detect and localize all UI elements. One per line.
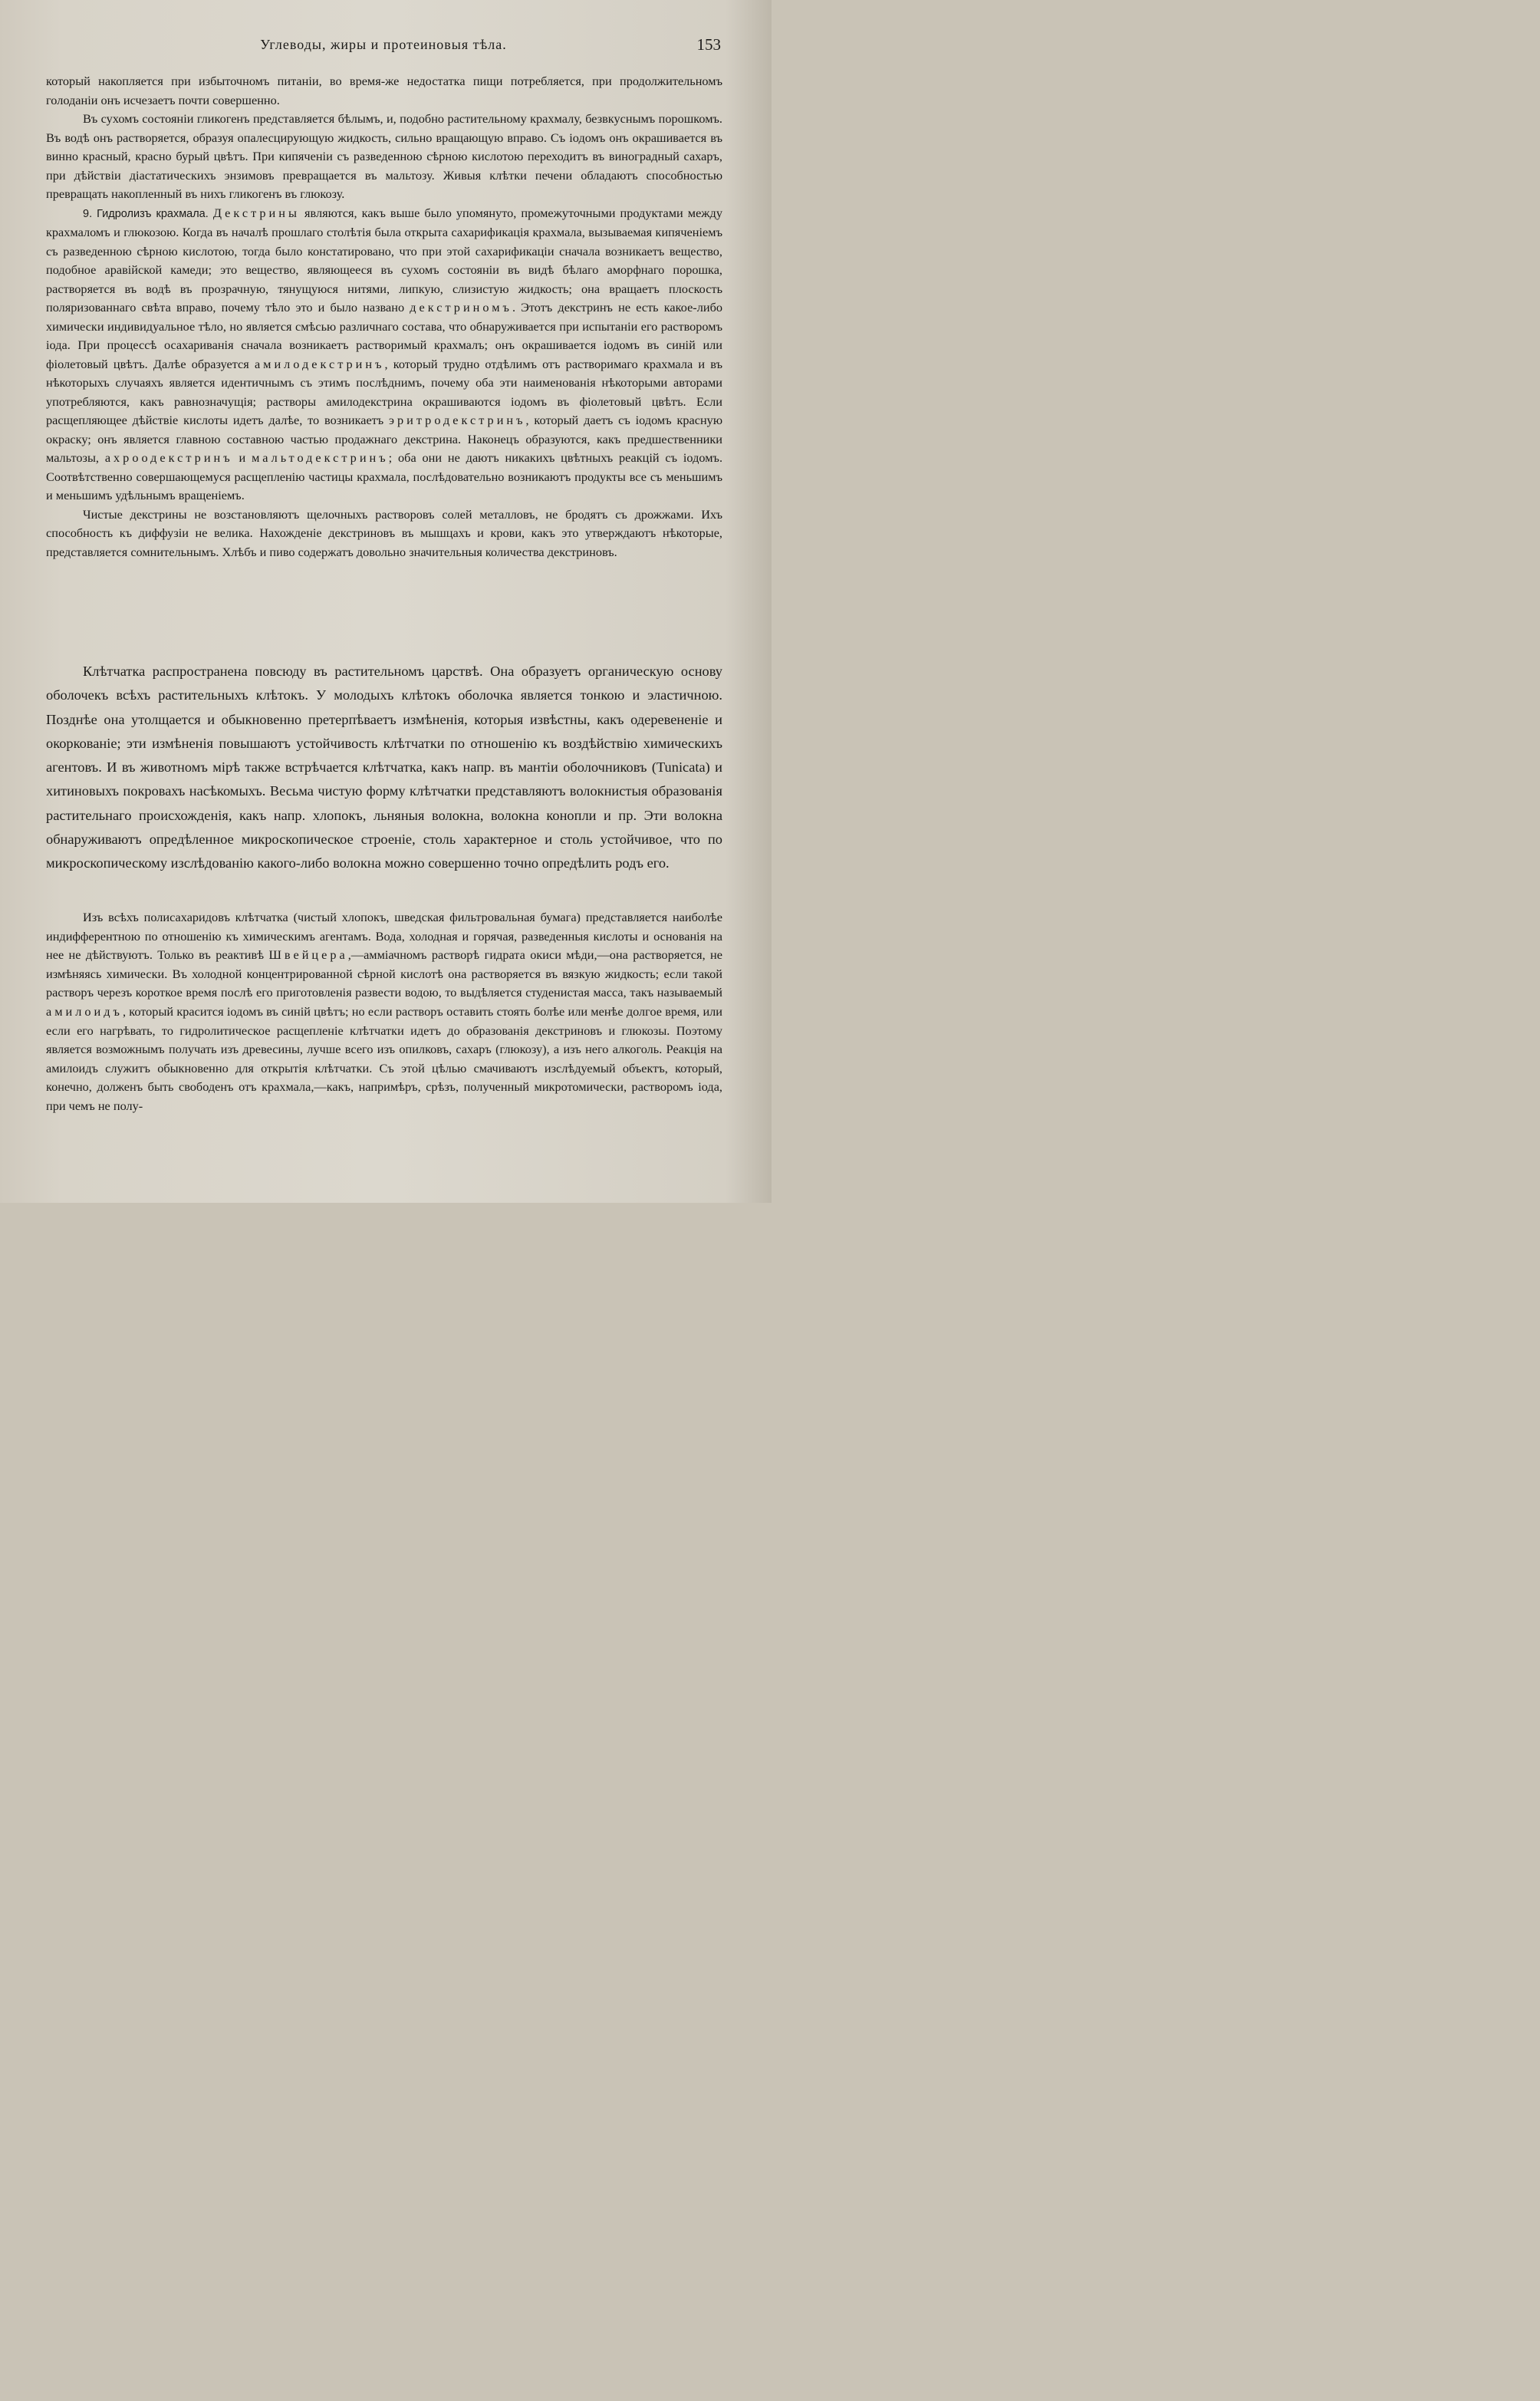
text-run: , который трудно отдѣлимъ отъ растворимаго крахмала и въ нѣкоторыхъ случаяхъ является идентичнымъ съ этимъ послѣднимъ, почему оба эти наименованія нѣкоторыми авторами употребляются, какъ равнозначущія; растворы амилодекстрина окрашиваются іодомъ въ фіолетовый цвѣтъ. Если расщепляющее дѣйствіе кислоты идетъ далѣе, то возникаетъ: [46, 356, 722, 427]
page-number: 153: [696, 35, 721, 54]
paragraph-cellulose: Клѣтчатка распространена повсюду въ растительномъ царствѣ. Она образуетъ органическую основу оболочекъ всѣхъ растительныхъ клѣтокъ. У молодыхъ клѣтокъ оболочка является тонкою и эластичною. Позднѣе она утолщается и обыкновенно претерпѣваетъ измѣненія, которыя извѣстны, какъ одеревененіе и окоркованіе; эти измѣненія повышаютъ устойчивость клѣтчатки по отношенію къ воздѣйствію химическихъ агентовъ. И въ животномъ мірѣ также встрѣчается клѣтчатка, какъ напр. въ мантіи оболочниковъ (Tunicata) и хитиновыхъ покровахъ насѣкомыхъ. Весьма чистую форму клѣтчатки представляютъ волокнистыя образованія растительнаго происхожденія, какъ напр. хлопокъ, льняныя волокна, волокна конопли и пр. Эти волокна обнаруживаютъ опредѣленное микроскопическое строеніе, столь характерное и столь устойчивое, что по микроскопическому изслѣдованію какого-либо волокна можно совершенно точно опредѣлить родъ его.: [46, 664, 722, 871]
upper-text-block: [46, 72, 722, 562]
term-amyloid: амилоидъ: [46, 1003, 123, 1019]
cellulose-text-block: [46, 660, 722, 876]
paragraph-starch-hydrolysis: [46, 204, 722, 506]
term-achroodextrin: ахроодекстринъ: [104, 450, 233, 465]
text-run: , который даетъ съ іодомъ красную окраску; онъ является главною составною частью продажнаго декстрина. Наконецъ образуются, какъ предшественники мальтозы,: [46, 413, 722, 465]
scanned-book-page: [0, 0, 772, 1203]
term-dextrins: Декстрины: [212, 205, 300, 220]
term-amylodextrin: амилодекстринъ: [254, 356, 385, 371]
term-dextrin: декстриномъ: [410, 300, 512, 315]
text-run: и: [232, 450, 252, 465]
text-run: . Этотъ декстринъ не есть какое-либо химически индивидуальное тѣло, но является смѣсью различнаго состава, что обнаруживается при испытаніи его растворомъ іода. При процессѣ осахариванія сначала возникаетъ растворимый крахмалъ; онъ окрашивается іодомъ въ синій или фіолетовый цвѣтъ. Далѣе образуется: [46, 300, 722, 371]
section-heading: 9. Гидролизъ крахмала.: [83, 207, 209, 220]
text-run: являются, какъ выше было упомянуто, промежуточными продуктами между крахмаломъ и глюкозою. Когда въ началѣ прошлаго столѣтія была открыта сахарификація крахмала, вызываемая кипяченіемъ съ разведенною сѣрною кислотою, тогда было констатировано, что при этой сахарификаціи сначала возникаетъ вещество, подобное аравійской камеди; это вещество, являющееся въ сухомъ состояніи въ видѣ бѣлаго аморфнаго порошка, растворяется въ водѣ въ прозрачную, тянущуюся нитями, липкую, слизистую жидкость; она вращаетъ плоскость поляризованнаго свѣта вправо, почему тѣло это и было названо: [46, 205, 722, 315]
text-run: ,—амміачномъ растворѣ гидрата окиси мѣди,—она растворяется, не измѣняясь химически. Въ холодной концентрированной сѣрной кислотѣ она растворяется въ вязкую жидкость; если такой растворъ черезъ короткое время послѣ его приготовленія развести водою, то выдѣляется студенистая масса, такъ называемый: [46, 947, 722, 1000]
paragraph-cellulose-chemistry: [46, 908, 722, 1116]
paragraph-glycogen-properties: Въ сухомъ состояніи гликогенъ представляется бѣлымъ, и, подобно растительному крахмалу, безвкуснымъ порошкомъ. Въ водѣ онъ растворяется, образуя опалесцирующую жидкость, сильно вращающую вправо. Съ іодомъ онъ окрашивается въ винно красный, красно бурый цвѣтъ. При кипяченіи съ разведенною сѣрною кислотою переходитъ въ виноградный сахаръ, при дѣйствіи діастатическихъ энзимовъ превращается въ мальтозу. Живыя клѣтки печени обладаютъ способностью превращать накопленный въ нихъ гликогенъ въ глюкозу.: [46, 111, 722, 201]
text-run: ; оба они не даютъ никакихъ цвѣтныхъ реакцій съ іодомъ. Соотвѣтственно совершающемуся расщепленію частицы крахмала, послѣдовательно возникаютъ продукты все съ меньшимъ и меньшимъ удѣльнымъ вращеніемъ.: [46, 450, 723, 502]
text-run: , который красится іодомъ въ синій цвѣтъ; но если растворъ оставить стоять болѣе или менѣе долгое время, или если его нагрѣвать, то гидролитическое расщепленіе клѣтчатки идетъ до образованія декстриновъ и глюкозы. Поэтому является возможнымъ получать изъ древесины, лучше всего изъ опилковъ, сахаръ (глюкозу), а изъ него алкоголь. Реакція на амилоидъ служитъ обыкновенно для открытія клѣтчатки. Съ этой цѣлью смачиваютъ изслѣдуемый объектъ, который, конечно, долженъ быть свободенъ отъ крахмала,—какъ, напримѣръ, срѣзъ, полученный микротомически, растворомъ іода, при чемъ не полу-: [46, 1003, 722, 1113]
term-erythrodextrin: эритродекстринъ: [389, 413, 526, 427]
paragraph-glycogen-end: который накопляется при избыточномъ питаніи, во время-же недостатка пищи потребляется, при продолжительномъ голоданіи онъ исчезаетъ почти совершенно.: [46, 74, 722, 107]
polysaccharide-text-block: [46, 908, 722, 1116]
term-schweizer: Швейцера: [268, 947, 348, 963]
running-title: Углеводы, жиры и протеиновыя тѣла.: [260, 37, 507, 52]
text-run: Изъ всѣхъ полисахаридовъ клѣтчатка (чистый хлопокъ, шведская фильтровальная бумага) представляется наиболѣе индифферентною по отношенію къ химическимъ агентамъ. Вода, холодная и горячая, разведенныя кислоты и основанія на нее не дѣйствуютъ. Только въ реактивѣ: [46, 910, 722, 963]
term-maltodextrin: мальтодекстринъ: [252, 450, 389, 465]
paragraph-pure-dextrins: Чистые декстрины не возстановляютъ щелочныхъ растворовъ солей металловъ, не бродятъ съ дрожжами. Ихъ способность къ диффузіи не велика. Нахожденіе декстриновъ въ мышцахъ и крови, какъ это утверждаютъ нѣкоторые, представляется сомнительнымъ. Хлѣбъ и пиво содержатъ довольно значительныя количества декстриновъ.: [46, 506, 722, 559]
page-header: [46, 35, 721, 57]
